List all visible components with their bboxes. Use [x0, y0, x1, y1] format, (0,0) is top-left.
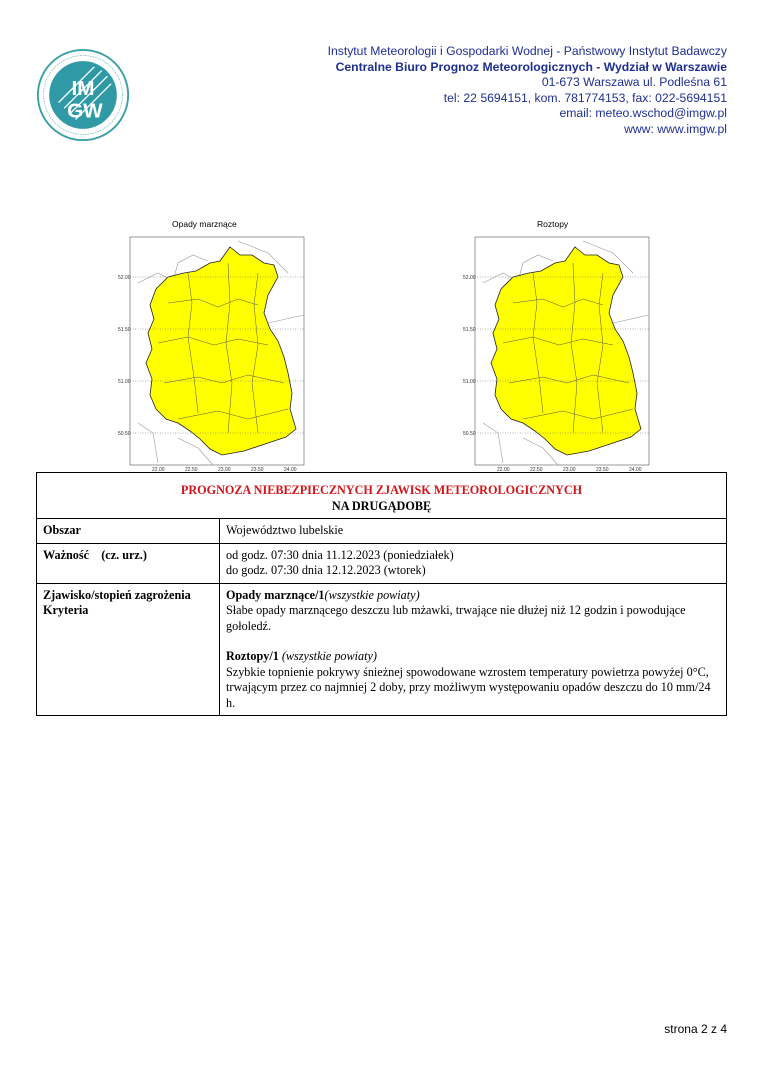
- logo-text-top: IM: [71, 77, 95, 100]
- y-tick: 51.50: [463, 327, 476, 333]
- y-tick: 52.00: [118, 275, 131, 281]
- x-tick: 23.50: [596, 467, 609, 473]
- phenomenon-scope: (wszystkie powiaty): [281, 649, 377, 663]
- y-tick: 51.00: [118, 379, 131, 385]
- map-freezing-rain: [118, 233, 318, 473]
- address: 01-673 Warszawa ul. Podleśna 61: [541, 75, 727, 89]
- y-tick: 51.50: [118, 327, 131, 333]
- validity-value: [220, 543, 727, 583]
- y-tick: 50.50: [118, 431, 131, 437]
- phenomenon-scope: (wszystkie powiaty): [324, 587, 420, 602]
- phenomena-label-line2: Kryteria: [43, 603, 89, 617]
- forecast-table: [36, 472, 727, 716]
- phone: tel: 22 5694151, kom. 781774153, fax: 022-5694151: [443, 90, 727, 105]
- x-tick: 23.00: [218, 467, 231, 473]
- phenomena-label-line1: Zjawisko/stopień zagrożenia: [43, 587, 191, 602]
- website: www: www.imgw.pl: [624, 121, 727, 136]
- x-tick: 22.50: [185, 467, 198, 473]
- area-label: Obszar: [37, 519, 220, 544]
- validity-label: Ważność (cz. urz.): [37, 543, 220, 583]
- phenomenon-freezing-rain: [226, 588, 720, 604]
- phenomenon-thaw: [226, 649, 720, 665]
- phenomenon-name: Opady marznące/1: [226, 587, 325, 602]
- forecast-title-line1: PROGNOZA NIEBEZPIECZNYCH ZJAWISK METEOROLOGICZNYCH: [180, 483, 583, 497]
- forecast-title: [37, 473, 727, 519]
- validity-from: od godz. 07:30 dnia 11.12.2023 (poniedziałek): [226, 547, 454, 562]
- y-tick: 50.50: [463, 431, 476, 437]
- phenomenon-name: Roztopy/1: [226, 649, 279, 663]
- x-tick: 22.50: [530, 467, 543, 473]
- department-name: Centralne Biuro Prognoz Meteorologicznych - Wydział w Warszawie: [335, 59, 727, 74]
- institute-name: Instytut Meteorologii i Gospodarki Wodnej - Państwowy Instytut Badawczy: [327, 44, 727, 58]
- x-tick: 24.00: [284, 467, 297, 473]
- imgw-logo: [36, 48, 130, 142]
- map-title-freezing-rain: Opady marznące: [172, 219, 237, 229]
- map-thaw: [463, 233, 663, 473]
- y-tick: 52.00: [463, 275, 476, 281]
- x-tick: 22.00: [152, 467, 165, 473]
- institute-header: [328, 44, 727, 137]
- x-tick: 23.50: [251, 467, 264, 473]
- x-tick: 24.00: [629, 467, 642, 473]
- y-tick: 51.00: [463, 379, 476, 385]
- phenomenon-description: Słabe opady marznącego deszczu lub mżawki, trwające nie dłużej niż 12 godzin i powodujące gołoledź.: [226, 603, 686, 633]
- map-title-thaw: Roztopy: [537, 219, 569, 229]
- validity-to: do godz. 07:30 dnia 12.12.2023 (wtorek): [226, 563, 426, 577]
- page-number: strona 2 z 4: [664, 1022, 727, 1036]
- x-tick: 22.00: [497, 467, 510, 473]
- logo-text-bottom: GW: [67, 99, 103, 123]
- email: email: meteo.wschod@imgw.pl: [559, 106, 727, 120]
- phenomena-details: [220, 583, 727, 716]
- x-tick: 23.00: [563, 467, 576, 473]
- area-value: Województwo lubelskie: [220, 519, 727, 544]
- forecast-title-line2: NA DRUGĄDOBĘ: [331, 498, 432, 513]
- phenomenon-description: Szybkie topnienie pokrywy śnieżnej spowodowane wzrostem temperatury powietrza powyżej 0°C, trwającym przez co najmniej 2 doby, przy możliwym występowaniu opadów deszczu do 10 mm/24 h.: [226, 664, 711, 710]
- phenomena-label: [37, 583, 220, 716]
